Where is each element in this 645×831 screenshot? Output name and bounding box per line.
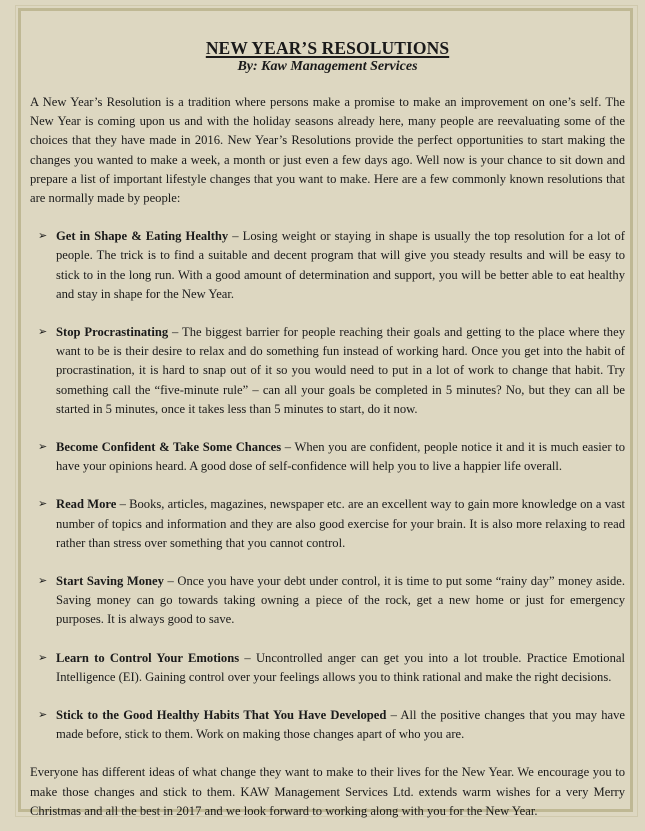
document-subtitle: By: Kaw Management Services: [237, 59, 418, 74]
resolution-separator: –: [163, 574, 178, 589]
resolution-item: [30, 649, 625, 687]
resolution-text: Uncontrolled anger can get you into a lot trouble. Practice Emotional Intelligence (EI). Gaining control over your feelings allows you to think rational and make the right decisions.: [56, 650, 625, 684]
arrow-bullet-icon: ➢: [38, 709, 48, 722]
resolution-heading: Get in Shape & Eating Healthy: [56, 229, 229, 244]
resolution-separator: –: [116, 497, 130, 512]
resolution-heading: Stop Procrastinating: [56, 325, 169, 340]
resolution-separator: –: [168, 325, 183, 340]
resolution-heading: Stick to the Good Healthy Habits That You Have Developed: [56, 708, 387, 723]
resolution-item: [30, 495, 625, 553]
resolution-separator: –: [281, 440, 295, 455]
closing-paragraph: Everyone has different ideas of what change they want to make to their lives for the New Year. We encourage you to make those changes and stick to them. KAW Management Services Ltd. extends warm wishes for a very Merry Christmas and all the best in 2017 and we look forward to working along with you for the New Year.: [30, 765, 625, 818]
resolution-text: Once you have your debt under control, it is time to put some “rainy day” money aside. Saving money can go towards taking owning a piece of the rock, get a new home or just for emergency purposes. It is always good to save.: [56, 574, 626, 627]
intro-paragraph: A New Year’s Resolution is a tradition where persons make a promise to make an improvement on one’s self. The New Year is coming upon us and with the holiday seasons already here, many people are reevaluating some of the choices that they have made in 2016. New Year’s Resolutions provide the perfect opportunities to start making the changes you wanted to make a week, a month or just even a few days ago. Well now is your chance to sit down and prepare a list of important lifestyle changes that you want to make. Here are a few commonly known resolutions that are normally made by people:: [30, 95, 625, 206]
resolution-item: [30, 706, 625, 744]
arrow-bullet-icon: ➢: [38, 575, 48, 588]
resolution-text: The biggest barrier for people reaching their goals and getting to the place where they want to be is their desire to relax and do something fun instead of working hard. Once you get into the habit of procrastination, it is hard to snap out of it so you would need to put in a lot of work to change that habit. Try something call the “five-minute rule” – can all your goals be completed in 5 minutes? No, but they can all be started in 5 minutes, once it takes less than 5 minutes to start, do it now.: [56, 325, 625, 416]
resolution-text: All the positive changes that you may have made before, stick to them. Work on making those changes apart of who you are.: [56, 708, 626, 742]
resolution-separator: –: [228, 229, 243, 244]
arrow-bullet-icon: ➢: [38, 498, 48, 511]
resolution-heading: Read More: [56, 497, 117, 512]
page-frame: [18, 8, 633, 818]
resolution-text: Losing weight or staying in shape is usually the top resolution for a lot of people. The trick is to find a suitable and decent program that will give you steady results and will be easy to stick to in the long run. With a good amount of determination and support, you will be better able to eat healthy and stay in shape for the New Year.: [56, 229, 625, 301]
resolution-heading: Learn to Control Your Emotions: [56, 650, 240, 665]
resolution-item: [30, 438, 625, 476]
document-content: [30, 38, 625, 821]
arrow-bullet-icon: ➢: [38, 326, 48, 339]
resolution-text: When you are confident, people notice it and it is much easier to have your opinions heard. A good dose of self-confidence will help you to live a happier life overall.: [56, 440, 625, 474]
arrow-bullet-icon: ➢: [38, 441, 48, 454]
resolution-item: [30, 572, 625, 630]
resolution-heading: Become Confident & Take Some Chances: [56, 440, 282, 455]
resolutions-list: [30, 227, 625, 744]
document-title: NEW YEAR’S RESOLUTIONS: [205, 38, 450, 58]
resolution-item: [30, 227, 625, 304]
arrow-bullet-icon: ➢: [38, 651, 48, 664]
resolution-text: Books, articles, magazines, newspaper etc. are an excellent way to gain more knowledge on a vast number of topics and information and they are also good exercise for your brain. It is also more relaxing to read rather than stress over something that you cannot control.: [56, 497, 625, 550]
arrow-bullet-icon: ➢: [38, 230, 48, 243]
resolution-separator: –: [386, 708, 401, 723]
resolution-separator: –: [239, 650, 256, 665]
resolution-item: [30, 323, 625, 419]
resolution-heading: Start Saving Money: [56, 574, 164, 589]
